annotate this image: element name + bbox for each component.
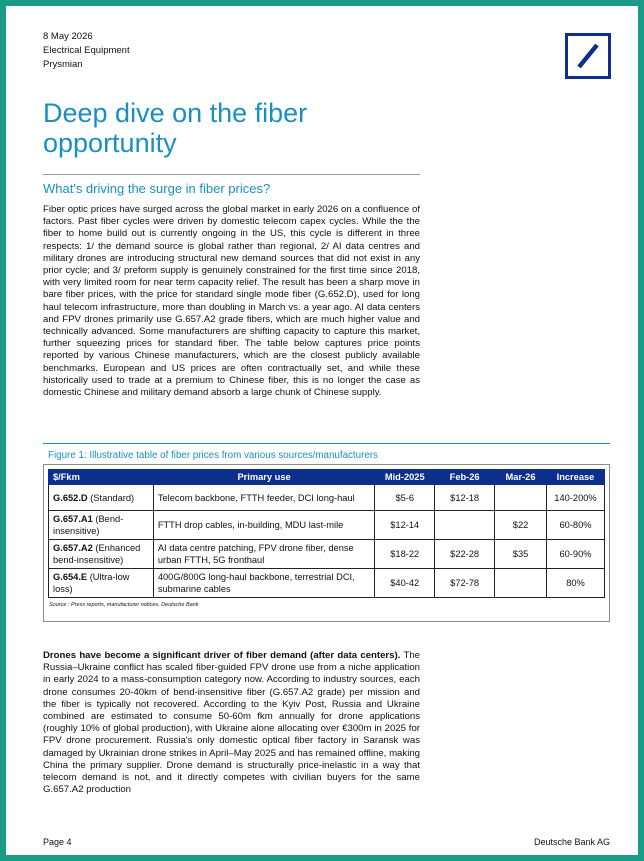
page-number: Page 4 [43, 837, 72, 847]
column-header: Mid-2025 [375, 470, 435, 485]
table-row [49, 569, 605, 598]
title-divider [43, 174, 420, 175]
fiber-grade-cell [49, 511, 154, 540]
page-title: Deep dive on the fiber opportunity [43, 98, 308, 158]
price-mar-26-cell [495, 485, 547, 511]
price-mar-26-cell [495, 569, 547, 598]
increase-cell: 60-80% [547, 511, 605, 540]
paragraph-fiber-prices: Fiber optic prices have surged across the global market in early 2026 on a confluence of factors. Past fiber cycles were driven by domestic telecom capex cycles. While the the fiber to home build out is currently ongoing in the US, this cycle is different in three respects: 1/ the demand source is global rather than regional, 2/ AI data centres and military drones are introducing structural new demand sources that did not exist in any prior cycle; and 3/ preform supply is genuinely constrained for the first time since 2018, with very limited room for near term capacity relief. The result has been a sharp move in bare fiber prices, with the price for standard single mode fiber (G.652.D), used for long haul telecom infrastructure, more than doubling in March vs. a year ago. AI data centers and FPV drones primarily use G.657.A2 grade fibers, which are much higher value and technically advanced. Some manufacturers are shifting capacity to capture this market, further squeezing prices for standard fiber. The table below captures price points reported by various Chinese manufacturers, which are the closest publicly available benchmarks. European and US prices are often contractually set, and while these historically used to trade at a premium to Chinese fiber, this is no longer the case as domestic Chinese and military demand absorb a large chunk of Chinese supply. [43, 204, 420, 399]
fiber-grade: G.657.A2 [53, 543, 93, 553]
fiber-grade: G.654.E [53, 572, 88, 582]
paragraph-drones [43, 650, 420, 796]
report-sector: Electrical Equipment [43, 45, 130, 56]
fiber-grade-desc: (Standard) [87, 492, 135, 503]
fiber-grade-desc: (Enhanced bend-insensitive) [53, 543, 141, 565]
fiber-grade: G.657.A1 [53, 514, 93, 524]
figure-caption: Figure 1: Illustrative table of fiber prices from various sources/manufacturers [48, 450, 378, 461]
column-header: Mar-26 [495, 470, 547, 485]
price-mid-2025-cell: $40-42 [375, 569, 435, 598]
increase-cell: 80% [547, 569, 605, 598]
price-feb-26-cell: $12-18 [435, 485, 495, 511]
table-row [49, 540, 605, 569]
increase-cell: 140-200% [547, 485, 605, 511]
logo-slash-icon [568, 36, 608, 76]
fiber-grade-cell [49, 540, 154, 569]
paragraph-body: The Russia–Ukraine conflict has scaled fiber-guided FPV drone use from a niche application in early 2024 to a mass-consumption category now. According to industry sources, each drone consumes 20-40km of bend-insensitive fiber (G.657.A2 grade) per mission and the fiber is typically not recovered. According to the Kyiv Post, Russia and Ukraine combined are estimated to consume 50-60m fkm annually for drone applications (roughly 10% of global production), with Ukraine alone allocating over €300m in 2025 for FPV drone procurement. Russia's only domestic optical fiber factory in Saransk was damaged by Ukrainian drone strikes in April–May 2025 and has remained offline, making China the primary supplier. Drone demand is structurally price-inelastic in a way that telecom demand is not, and it directly competes with civilian buyers for the same G.657.A2 production [43, 650, 420, 796]
price-mar-26-cell: $35 [495, 540, 547, 569]
table-row [49, 485, 605, 511]
fiber-grade: G.652.D [53, 492, 88, 503]
figure-source: Source : Press reports, manufacturer notices, Deutsche Bank [49, 602, 199, 608]
primary-use-cell: FTTH drop cables, in-building, MDU last-mile [153, 511, 374, 540]
price-mid-2025-cell: $12-14 [375, 511, 435, 540]
figure-box [43, 464, 610, 622]
footer-brand: Deutsche Bank AG [533, 837, 610, 847]
primary-use-cell: Telecom backbone, FTTH feeder, DCI long-haul [153, 485, 374, 511]
report-date: 8 May 2026 [43, 31, 93, 42]
report-company: Prysmian [43, 59, 83, 70]
fiber-grade-desc: (Bend-insensitive) [53, 514, 124, 536]
fiber-price-table [48, 469, 605, 598]
table-row [49, 511, 605, 540]
price-mid-2025-cell: $18-22 [375, 540, 435, 569]
column-header: Increase [547, 470, 605, 485]
price-feb-26-cell: $72-78 [435, 569, 495, 598]
deutsche-bank-logo [565, 33, 611, 79]
fiber-grade-desc: (Ultra-low loss) [53, 572, 130, 594]
report-header-meta [43, 30, 130, 72]
primary-use-cell: 400G/800G long-haul backbone, terrestrial DCI, submarine cables [153, 569, 374, 598]
column-header: Feb-26 [435, 470, 495, 485]
section-subheading: What's driving the surge in fiber prices? [43, 181, 271, 196]
price-feb-26-cell [435, 511, 495, 540]
fiber-grade-cell [49, 569, 154, 598]
column-header: Primary use [153, 470, 374, 485]
increase-cell: 60-90% [547, 540, 605, 569]
report-page [6, 6, 638, 855]
paragraph-lead: Drones have become a significant driver of fiber demand (after data centers). [43, 650, 401, 661]
price-mar-26-cell: $22 [495, 511, 547, 540]
fiber-grade-cell [49, 485, 154, 511]
table-header-row [49, 470, 605, 485]
primary-use-cell: AI data centre patching, FPV drone fiber, dense urban FTTH, 5G fronthaul [153, 540, 374, 569]
figure-divider [43, 443, 610, 444]
price-feb-26-cell: $22-28 [435, 540, 495, 569]
column-header: $/Fkm [49, 470, 154, 485]
price-mid-2025-cell: $5-6 [375, 485, 435, 511]
